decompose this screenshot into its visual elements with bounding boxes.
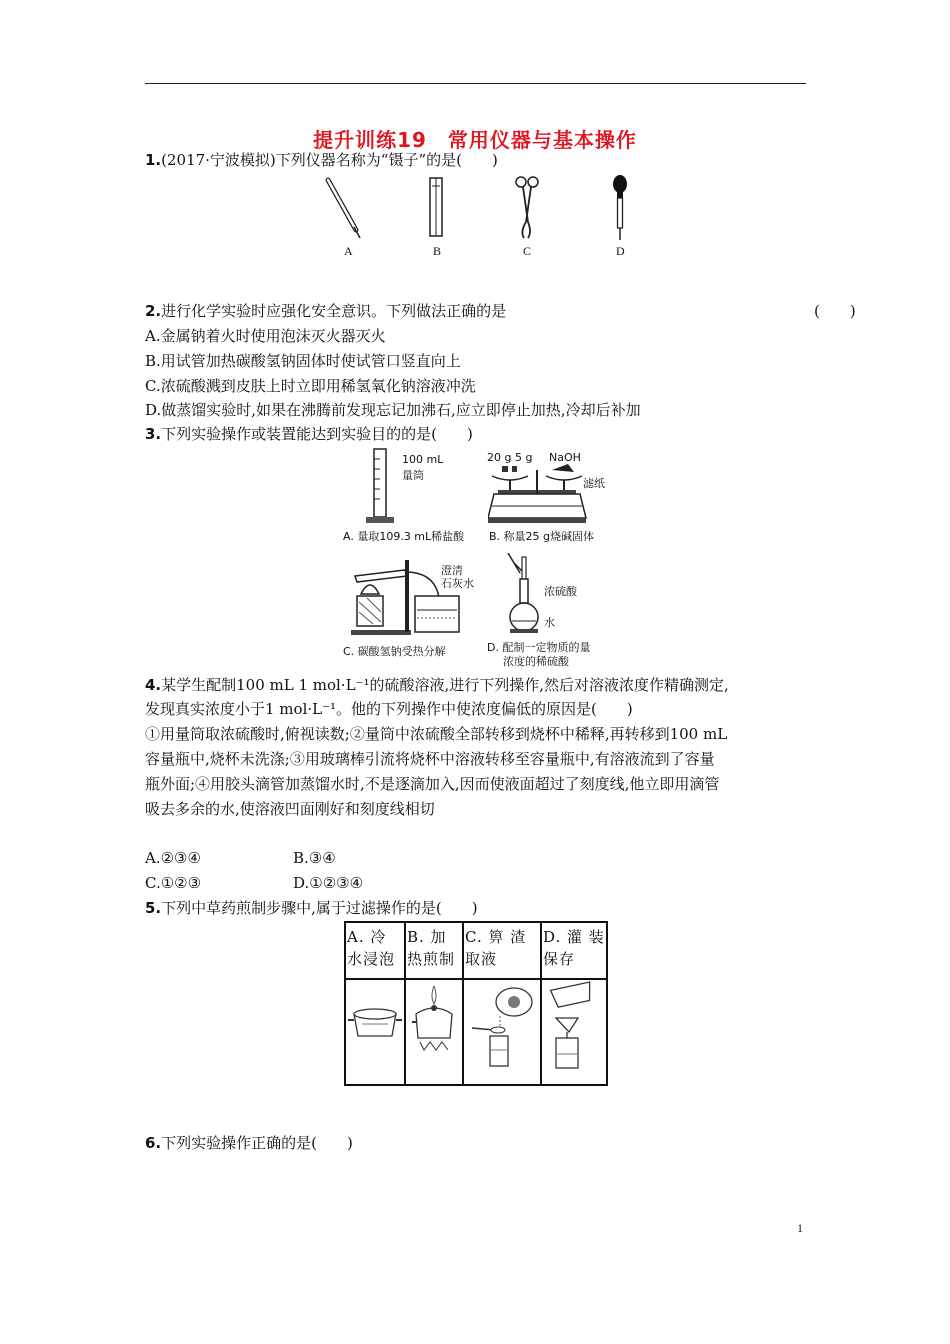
- question-1: [145, 150, 498, 170]
- q1-label-a: A: [344, 244, 353, 258]
- q3-fig-c-label-limewater: 石灰水: [441, 577, 474, 590]
- question-1-number: 1.: [145, 151, 162, 169]
- q3-fig-d-caption-line2: 浓度的稀硫酸: [503, 655, 569, 668]
- question-2: [145, 301, 506, 321]
- q3-fig-b-weight-20g: 20 g: [487, 451, 512, 464]
- q3-fig-b-caption: B. 称量25 g烧碱固体: [489, 530, 595, 543]
- question-4-line-5: 瓶外面;④用胶头滴管加蒸馏水时,不是逐滴加入,因而使液面超过了刻度线,他立即用滴管: [145, 775, 720, 793]
- q1-label-d: D: [616, 244, 625, 258]
- question-1-text: (2017·宁波模拟)下列仪器名称为“镊子”的是( ): [161, 151, 498, 169]
- q1-label-b: B: [433, 244, 442, 258]
- question-4-line-6: 吸去多余的水,使溶液凹面刚好和刻度线相切: [145, 800, 435, 818]
- q2-option-b: B.用试管加热碳酸氢钠固体时使试管口竖直向上: [145, 352, 461, 370]
- q5-img-straining: [463, 979, 541, 1085]
- q1-label-c: C: [523, 244, 532, 258]
- question-5-number: 5.: [145, 899, 162, 917]
- q5-cell-b: B. 加 热煎制: [405, 922, 463, 979]
- q2-option-d: D.做蒸馏实验时,如果在沸腾前发现忘记加沸石,应立即停止加热,冷却后补加: [145, 401, 641, 419]
- instrument-a-icon: [328, 180, 360, 238]
- question-4: [145, 675, 729, 695]
- question-4-line-2: 发现真实浓度小于1 mol·L⁻¹。他的下列操作中使浓度偏低的原因是( ): [145, 700, 633, 718]
- q3-fig-d-volumetric-flask: [500, 553, 550, 635]
- q3-fig-d-label-acid: 浓硫酸: [544, 585, 577, 598]
- question-2-text: 进行化学实验时应强化安全意识。下列做法正确的是: [161, 302, 507, 320]
- q3-fig-d-caption-line1: D. 配制一定物质的量: [487, 641, 591, 654]
- question-4-line-3: ①用量筒取浓硫酸时,俯视读数;②量筒中浓硫酸全部转移到烧杯中稀释,再转移到100 mL: [145, 725, 728, 743]
- q3-fig-a-cylinder: [360, 447, 400, 525]
- q5-cell-a: A. 冷 水浸泡: [345, 922, 405, 979]
- q4-option-a: A.②③④: [145, 849, 201, 867]
- question-2-number: 2.: [145, 302, 162, 320]
- question-3-number: 3.: [145, 425, 162, 443]
- bottling-icon: [542, 980, 606, 1080]
- q3-fig-a-caption: A. 量取109.3 mL稀盐酸: [343, 530, 465, 543]
- q3-fig-b-filter-paper: 滤纸: [583, 477, 605, 490]
- question-4-number: 4.: [145, 676, 162, 694]
- q3-fig-b-weight-5g: 5 g: [515, 451, 533, 464]
- question-5: [145, 898, 478, 918]
- q3-fig-a-label-volume: 100 mL: [402, 453, 444, 466]
- question-4-line-1: 某学生配制100 mL 1 mol·L⁻¹的硫酸溶液,进行下列操作,然后对溶液浓度作精确测定,: [161, 676, 729, 694]
- question-5-text: 下列中草药煎制步骤中,属于过滤操作的是( ): [161, 899, 478, 917]
- instrument-b-icon: [430, 178, 442, 236]
- instrument-c-icon: [516, 177, 538, 238]
- q3-fig-b-naoh: NaOH: [549, 451, 581, 464]
- q5-img-heating: [405, 979, 463, 1085]
- header-rule: [145, 83, 806, 84]
- question-6: [145, 1133, 353, 1153]
- straining-icon: [464, 980, 540, 1080]
- q2-option-a: A.金属钠着火时使用泡沫灭火器灭火: [145, 327, 386, 345]
- q4-option-d: D.①②③④: [293, 874, 364, 892]
- q3-fig-a-label-name: 量筒: [402, 469, 424, 482]
- question-6-number: 6.: [145, 1134, 162, 1152]
- q3-fig-b-balance: [488, 462, 588, 526]
- page-title: 提升训练19 常用仪器与基本操作: [313, 128, 637, 152]
- question-6-text: 下列实验操作正确的是( ): [161, 1134, 353, 1152]
- question-3: [145, 424, 473, 444]
- q5-img-bottling: [541, 979, 607, 1085]
- q3-fig-c-caption: C. 碳酸氢钠受热分解: [343, 645, 446, 658]
- question-4-line-4: 容量瓶中,烧杯未洗涤;③用玻璃棒引流将烧杯中溶液转移至容量瓶中,有溶液流到了容量: [145, 750, 715, 768]
- q3-fig-c-label-clear: 澄清: [441, 564, 463, 577]
- q5-steps-table: [344, 921, 608, 1086]
- q1-instruments-figure: [310, 172, 650, 242]
- q2-option-c: C.浓硫酸溅到皮肤上时立即用稀氢氧化钠溶液冲洗: [145, 377, 476, 395]
- q3-fig-d-label-water: 水: [544, 616, 555, 629]
- question-2-blank: ( ): [814, 302, 856, 320]
- q4-option-b: B.③④: [293, 849, 336, 867]
- q4-option-c: C.①②③: [145, 874, 202, 892]
- question-3-text: 下列实验操作或装置能达到实验目的的是( ): [161, 425, 473, 443]
- heating-pot-icon: [406, 980, 462, 1080]
- soaking-pot-icon: [346, 980, 404, 1080]
- q5-cell-d: D. 灌 装保存: [541, 922, 607, 979]
- q5-cell-c: C. 箅 渣 取液: [463, 922, 541, 979]
- q5-img-soaking: [345, 979, 405, 1085]
- page-number: 1: [797, 1221, 803, 1235]
- instrument-d-icon: [613, 175, 627, 240]
